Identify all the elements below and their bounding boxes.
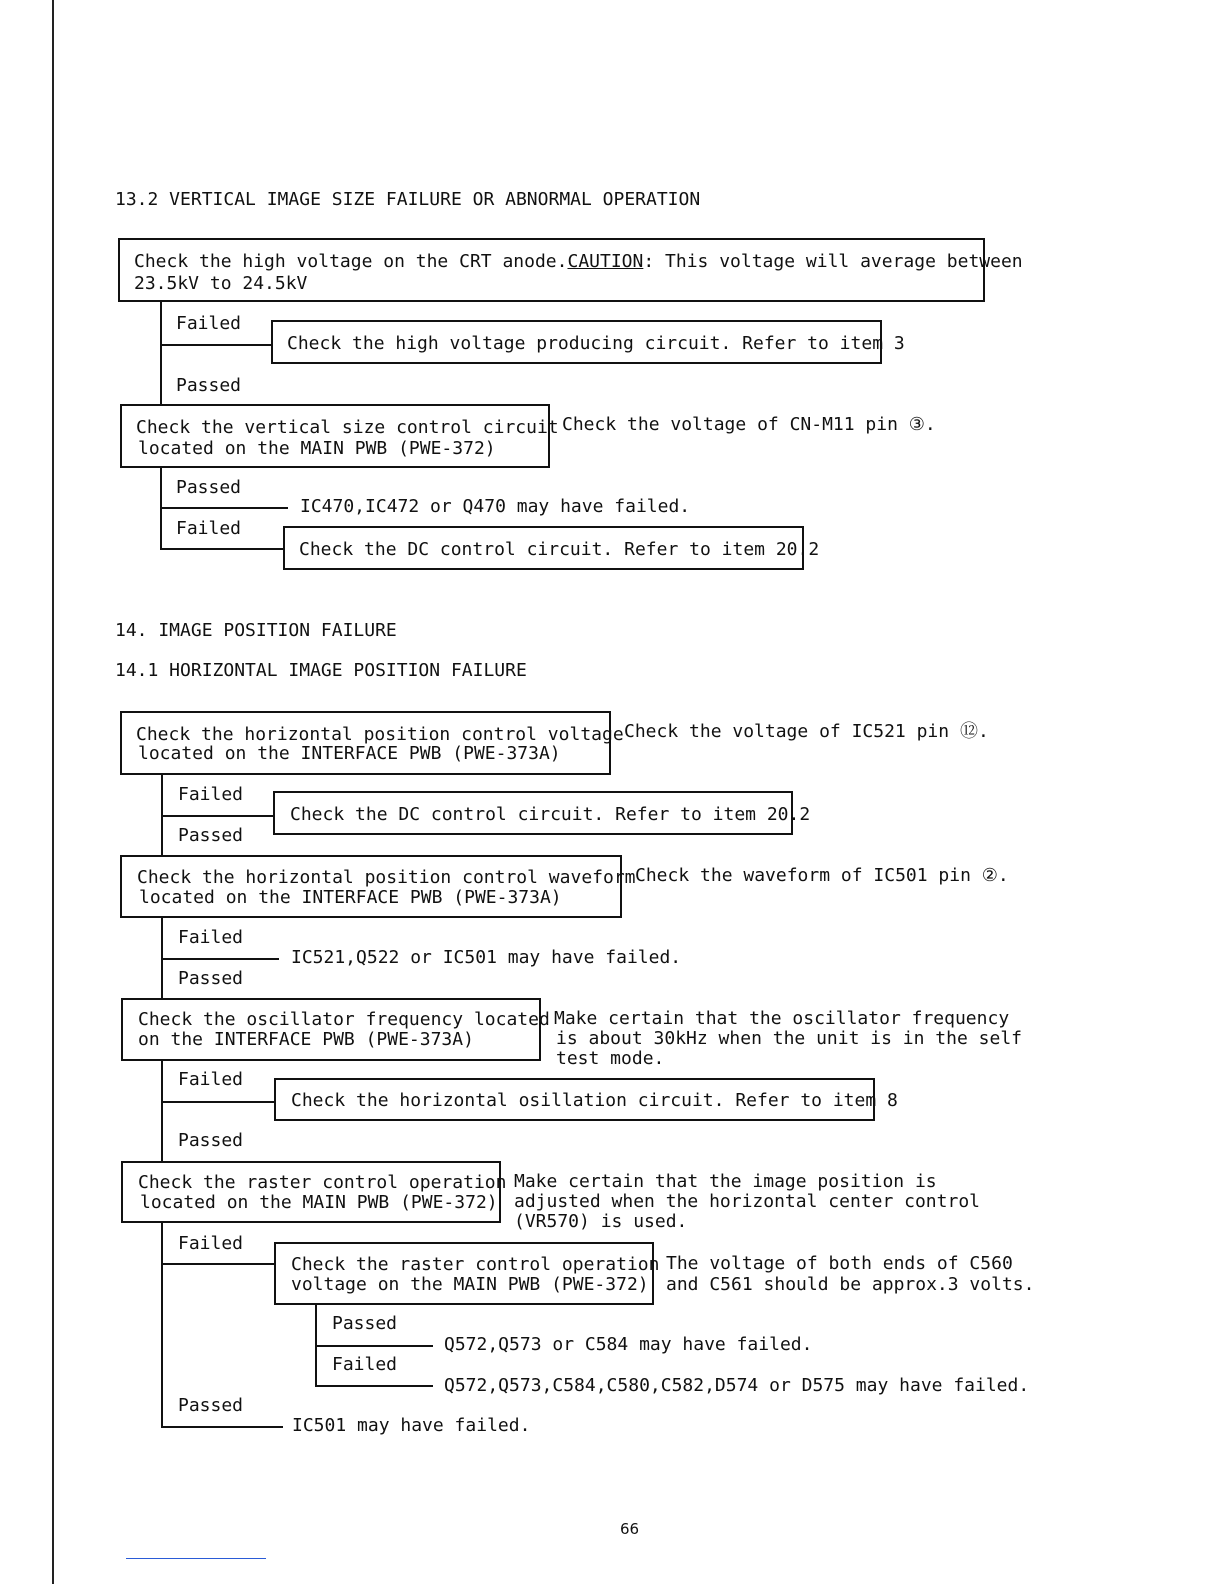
failed-label: Failed	[178, 927, 244, 948]
flow-line	[161, 1426, 283, 1428]
result-text: IC470,IC472 or Q470 may have failed.	[300, 496, 691, 517]
caution-label: CAUTION	[567, 251, 644, 272]
left-margin-rule	[52, 0, 54, 1584]
horizontal-position-waveform-line1: Check the horizontal position control waveform	[137, 867, 636, 888]
flow-line	[160, 344, 272, 346]
raster-control-voltage-box	[274, 1242, 660, 1305]
flow-line	[315, 1345, 433, 1347]
horizontal-position-voltage-box	[120, 711, 624, 775]
crt-anode-check-line1	[134, 252, 1023, 272]
failed-label: Failed	[332, 1354, 398, 1375]
flow-line	[161, 815, 274, 817]
raster-control-voltage-line1: Check the raster control operation	[291, 1254, 660, 1275]
flow-line	[160, 302, 162, 404]
dc-control-box	[283, 526, 820, 570]
section-14-title: 14. IMAGE POSITION FAILURE	[115, 620, 397, 641]
passed-label: Passed	[178, 1395, 244, 1416]
failed-label: Failed	[178, 1233, 244, 1254]
hv-circuit-text: Check the high voltage producing circuit. Refer to item 3	[287, 333, 905, 354]
raster-control-note-line3: (VR570) is used.	[514, 1211, 688, 1232]
passed-label: Passed	[178, 825, 244, 846]
failed-label: Failed	[176, 518, 242, 539]
result-text: IC501 may have failed.	[292, 1415, 531, 1436]
section-13-2-title: 13.2 VERTICAL IMAGE SIZE FAILURE OR ABNORMAL OPERATION	[115, 189, 701, 210]
oscillator-frequency-note-line3: test mode.	[556, 1048, 665, 1069]
flow-line	[161, 958, 279, 960]
horizontal-position-voltage-line2: located on the INTERFACE PWB (PWE-373A)	[138, 743, 561, 764]
page-number: 66	[620, 1520, 640, 1538]
dc-control-box	[273, 791, 811, 835]
horizontal-position-waveform-note: Check the waveform of IC501 pin ②.	[635, 865, 1009, 886]
result-text: Q572,Q573,C584,C580,C582,D574 or D575 may have failed.	[444, 1375, 1030, 1396]
vertical-size-check-line1: Check the vertical size control circuit	[136, 417, 559, 438]
crt-anode-check-box	[118, 238, 1023, 302]
oscillator-frequency-line1: Check the oscillator frequency located	[138, 1009, 550, 1030]
crt-anode-check-text: Check the high voltage on the CRT anode.	[134, 251, 568, 272]
raster-control-operation-box	[121, 1161, 507, 1223]
raster-control-note-line2: adjusted when the horizontal center control	[514, 1191, 980, 1212]
failed-label: Failed	[178, 1069, 244, 1090]
section-14-1-title: 14.1 HORIZONTAL IMAGE POSITION FAILURE	[115, 660, 527, 681]
crt-anode-check-line2: 23.5kV to 24.5kV	[134, 273, 308, 294]
raster-control-note-line1: Make certain that the image position is	[514, 1171, 937, 1192]
raster-control-voltage-line2: voltage on the MAIN PWB (PWE-372)	[291, 1274, 649, 1295]
flow-line	[161, 1263, 275, 1265]
raster-control-operation-line2: located on the MAIN PWB (PWE-372)	[140, 1192, 498, 1213]
vertical-size-check-line2: located on the MAIN PWB (PWE-372)	[138, 438, 496, 459]
raster-voltage-note-line1: The voltage of both ends of C560	[666, 1253, 1013, 1274]
oscillator-frequency-line2: on the INTERFACE PWB (PWE-373A)	[138, 1029, 474, 1050]
flow-line	[161, 1061, 163, 1161]
flow-line	[160, 468, 162, 550]
flow-line	[315, 1385, 433, 1387]
dc-control-text: Check the DC control circuit. Refer to item 20.2	[299, 539, 820, 560]
flow-line	[160, 548, 284, 550]
result-text: Q572,Q573 or C584 may have failed.	[444, 1334, 813, 1355]
passed-label: Passed	[332, 1313, 398, 1334]
footer-rule	[126, 1558, 266, 1559]
dc-control-text: Check the DC control circuit. Refer to item 20.2	[290, 804, 811, 825]
raster-control-operation-line1: Check the raster control operation	[138, 1172, 507, 1193]
result-text: IC521,Q522 or IC501 may have failed.	[291, 947, 682, 968]
raster-voltage-note-line2: and C561 should be approx.3 volts.	[666, 1274, 1035, 1295]
flow-line	[160, 507, 288, 509]
passed-label: Passed	[178, 968, 244, 989]
passed-label: Passed	[176, 477, 242, 498]
passed-label: Passed	[176, 375, 242, 396]
flow-line	[161, 1223, 163, 1428]
horizontal-position-voltage-note: Check the voltage of IC521 pin ⑫.	[624, 721, 989, 742]
failed-label: Failed	[176, 313, 242, 334]
flow-line	[161, 1101, 275, 1103]
passed-label: Passed	[178, 1130, 244, 1151]
vertical-size-check-box	[120, 404, 559, 468]
oscillator-frequency-note-line1: Make certain that the oscillator frequency	[554, 1008, 1010, 1029]
horizontal-oscillation-text: Check the horizontal osillation circuit. Refer to item 8	[291, 1090, 898, 1111]
oscillator-frequency-box	[121, 998, 550, 1061]
horizontal-position-waveform-box	[120, 855, 636, 918]
failed-label: Failed	[178, 784, 244, 805]
vertical-size-note: Check the voltage of CN-M11 pin ③.	[562, 414, 936, 435]
hv-circuit-box	[271, 320, 905, 364]
horizontal-oscillation-box	[274, 1078, 898, 1121]
crt-anode-caution-text: : This voltage will average between	[643, 251, 1023, 272]
horizontal-position-voltage-line1: Check the horizontal position control voltage	[136, 724, 624, 745]
horizontal-position-waveform-line2: located on the INTERFACE PWB (PWE-373A)	[139, 887, 562, 908]
oscillator-frequency-note-line2: is about 30kHz when the unit is in the self	[556, 1028, 1022, 1049]
